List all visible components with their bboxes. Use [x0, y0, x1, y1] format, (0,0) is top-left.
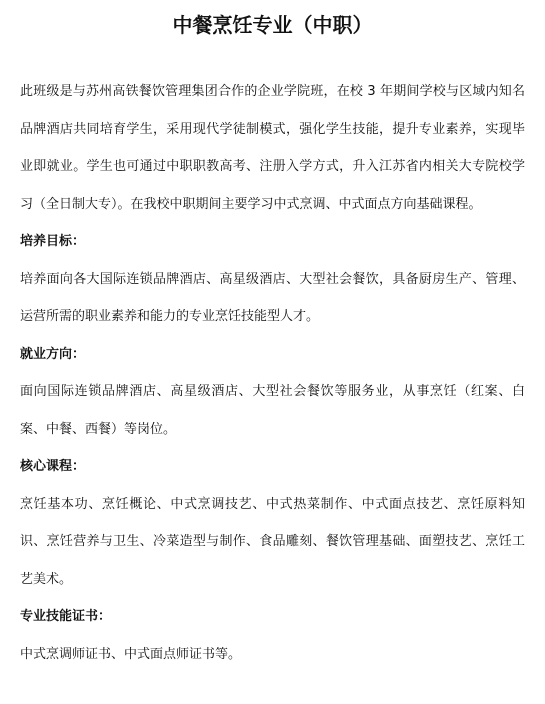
- section-text-core-courses: 烹饪基本功、烹饪概论、中式烹调技艺、中式热菜制作、中式面点技艺、烹饪原料知识、烹饪营养与卫生、冷菜造型与制作、食品雕刻、餐饮管理基础、面塑技艺、烹饪工艺美术。: [20, 496, 525, 587]
- section-heading-employment: 就业方向：: [20, 346, 86, 362]
- section-heading-training-goal: 培养目标：: [20, 234, 86, 249]
- section-heading-certificates: 专业技能证书：: [20, 609, 112, 624]
- section-text-employment: 面向国际连锁品牌酒店、高星级酒店、大型社会餐饮等服务业，从事烹饪（红案、白案、中餐、西餐）等岗位。: [20, 384, 525, 437]
- intro-paragraph: 此班级是与苏州高铁餐饮管理集团合作的企业学院班，在校 3 年期间学校与区域内知名品牌酒店共同培育学生，采用现代学徒制模式，强化学生技能，提升专业素养，实现毕业即就业。学生也可通过中职职教高考、注册入学方式，升入江苏省内相关大专院校学习（全日制大专）。在我校中职期间主要学习中式烹调、中式面点方向基础课程。: [20, 84, 525, 212]
- section-text-training-goal: 培养面向各大国际连锁品牌酒店、高星级酒店、大型社会餐饮，具备厨房生产、管理、运营所需的职业素养和能力的专业烹饪技能型人才。: [20, 271, 525, 324]
- section-text-certificates: 中式烹调师证书、中式面点师证书等。: [20, 646, 242, 662]
- section-heading-core-courses: 核心课程：: [20, 459, 86, 474]
- page-title: 中餐烹饪专业（中职）: [172, 13, 373, 37]
